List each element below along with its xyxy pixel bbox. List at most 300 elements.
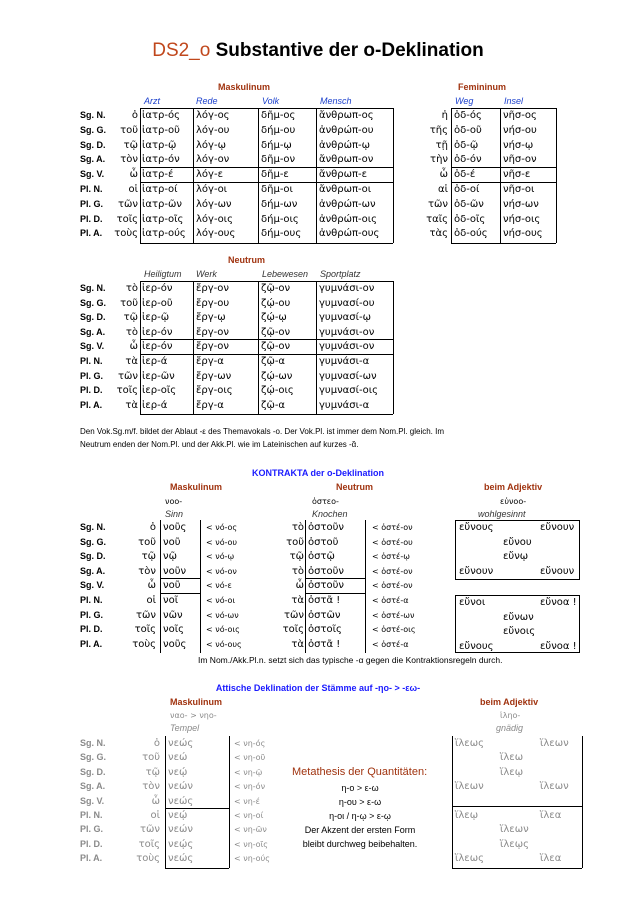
adj-form: ἵλεα	[540, 853, 562, 865]
article: τῶν	[118, 370, 138, 382]
case-label: Sg. G.	[80, 752, 107, 763]
case-label: Sg. A.	[80, 154, 106, 165]
adj-heading: beim Adjektiv	[484, 482, 543, 492]
table-rule	[365, 520, 366, 653]
case-label: Sg. D.	[80, 139, 106, 150]
form-cell: λόγ-ε	[196, 169, 223, 181]
adj-form: εὔνοι	[459, 597, 486, 608]
origin-form: < νό-ους	[206, 639, 242, 649]
case-label: Sg. N.	[80, 110, 106, 120]
table-rule	[140, 167, 393, 168]
table-rule	[452, 868, 582, 869]
stem-word: νοο-	[165, 497, 183, 506]
origin-form: < νό-ῳ	[206, 552, 235, 562]
form-cell: ὀστοῦν	[308, 565, 344, 577]
origin-form: < νη-οί	[234, 811, 264, 820]
article: τῶν	[284, 609, 304, 621]
table-rule	[305, 520, 306, 653]
form-cell: ἔργ-ον	[196, 341, 229, 353]
note-line: Den Vok.Sg.m/f. bildet der Ablaut -ε des Themavokals -ο. Der Vok.Pl. ist immer dem Nom.Pl. gleich. Im	[80, 427, 445, 436]
form-cell: ἰατρ-ούς	[142, 228, 186, 240]
case-label: Sg. V.	[80, 341, 105, 352]
origin-form: < νη-ός	[234, 739, 266, 748]
case-label: Pl. G.	[80, 198, 104, 209]
adj-form: ἵλεων	[540, 738, 569, 749]
meta-line: η-ο > ε-ω	[341, 783, 379, 793]
attische-heading: Attische Deklination der Stämme auf -ηο- > -εω-	[215, 683, 421, 693]
form-cell: γυμνάσι-α	[319, 356, 370, 367]
form-cell: δῆμ-ον	[261, 154, 296, 166]
table-rule	[160, 520, 161, 653]
form-cell: νῆσ-ος	[503, 110, 537, 121]
col-header: Werk	[196, 269, 217, 279]
form-cell: ἔργ-α	[196, 399, 224, 411]
form-cell: γυμνασί-ου	[319, 297, 375, 309]
kontrakta-heading: KONTRAKTA der o-Deklination	[252, 468, 384, 478]
origin-form: < νό-ε	[206, 581, 232, 591]
table-rule	[165, 736, 166, 868]
col-header: Insel	[504, 96, 524, 106]
form-cell: γυμνάσι-ον	[319, 341, 375, 353]
origin-form: < νό-ον	[206, 566, 237, 576]
form-cell: νήσ-ῳ	[503, 139, 534, 151]
form-cell: ὀστῷ	[308, 551, 335, 563]
table-rule	[452, 806, 582, 807]
case-label: Sg. A.	[80, 326, 106, 337]
table-rule	[160, 593, 200, 594]
form-cell: νήσ-ων	[503, 198, 539, 210]
form-cell: ἰατρ-έ	[142, 169, 174, 181]
form-cell: νήσ-ους	[503, 228, 543, 240]
table-rule	[165, 868, 229, 869]
table-rule	[140, 182, 393, 183]
form-cell: νοῦς	[163, 522, 187, 533]
form-cell: γυμνασί-ῳ	[319, 312, 371, 324]
table-rule	[140, 243, 393, 244]
table-rule	[140, 281, 393, 282]
article: τῷ	[289, 551, 304, 563]
origin-form: < νό-ος	[206, 523, 238, 532]
form-cell: γυμνασί-ων	[319, 370, 377, 382]
form-cell: νῆσ-οι	[503, 184, 535, 195]
table-rule	[165, 808, 229, 809]
form-cell: λόγ-ου	[196, 124, 230, 136]
article: τῶν	[136, 609, 156, 621]
form-cell: δήμ-ου	[261, 124, 296, 136]
article: ὦ	[147, 580, 156, 592]
page-title	[0, 40, 636, 62]
form-cell: ἱερ-οῦ	[142, 297, 173, 309]
adj-form: εὔνοα !	[540, 597, 577, 608]
form-cell: ἰατρ-οῖς	[142, 213, 184, 225]
form-cell: ζῷ-α	[261, 399, 286, 411]
table-rule	[556, 108, 557, 243]
col-header: Weg	[455, 96, 474, 106]
adj-form: ἵλεων	[540, 781, 569, 793]
form-cell: δήμ-οις	[261, 213, 299, 225]
table-rule	[258, 108, 259, 243]
adj-form: ἵλεων	[455, 781, 484, 793]
case-label: Sg. G.	[80, 124, 107, 135]
table-rule	[140, 354, 393, 355]
form-cell: νοῖ	[163, 595, 179, 606]
article: τὰς	[429, 228, 448, 240]
case-label: Sg. N.	[80, 522, 106, 532]
form-cell: ἔργ-ῳ	[196, 312, 226, 324]
article: τοῖς	[116, 385, 138, 397]
origin-form: < ὀστέ-ου	[372, 537, 413, 547]
origin-form: < νό-οις	[206, 625, 240, 635]
origin-form: < νη-ούς	[234, 854, 270, 864]
origin-form: < νό-οι	[206, 596, 236, 605]
adj-form: ἵλεα	[540, 810, 562, 821]
case-label: Pl. N.	[80, 810, 103, 820]
article: τῇ	[435, 139, 448, 151]
adj-heading: beim Adjektiv	[480, 697, 539, 707]
adj-form: ἵλεων	[500, 824, 529, 836]
form-cell: νεώ	[168, 752, 188, 764]
form-cell: λόγ-ων	[196, 198, 232, 210]
form-cell: νεῴ	[168, 766, 188, 778]
adj-form: εὔνῳ	[503, 551, 529, 563]
adj-form: ἵλεω	[500, 752, 524, 764]
table-rule	[200, 520, 201, 653]
article: ἡ	[441, 110, 448, 121]
mask-heading: Maskulinum	[170, 482, 223, 492]
article: τῶν	[428, 198, 448, 210]
col-header: Rede	[196, 96, 218, 106]
case-label: Pl. D.	[80, 385, 103, 396]
form-cell: γυμνάσι-ον	[319, 283, 375, 294]
case-label: Sg. D.	[80, 766, 106, 777]
form-cell: ἰατρ-ός	[142, 110, 180, 121]
adj-form: ἵλεῳ	[500, 766, 524, 778]
article: ὦ	[151, 795, 160, 807]
case-label: Sg. N.	[80, 283, 106, 293]
article: τοῖς	[134, 624, 156, 636]
form-cell: ὁδ-ῶν	[454, 198, 484, 210]
table-rule	[160, 578, 200, 579]
origin-form: < νη-ῷ	[234, 767, 263, 777]
adj-form: ἵλεως	[455, 738, 484, 749]
article: τὸν	[142, 781, 160, 793]
origin-form: < ὀστέ-ον	[372, 523, 413, 532]
article: τῶν	[118, 198, 138, 210]
article: τὰ	[125, 399, 138, 411]
form-cell: νοῦ	[163, 536, 181, 548]
form-cell: δῆμ-ος	[261, 110, 296, 121]
form-cell: ἰατρ-οῦ	[142, 124, 180, 136]
form-cell: ἱερ-όν	[142, 283, 173, 294]
form-cell: ἀνθρώπ-οις	[319, 213, 378, 225]
col-header: Mensch	[320, 96, 352, 106]
form-cell: ἱερ-ῶν	[142, 370, 175, 382]
form-cell: λόγ-ον	[196, 154, 230, 166]
form-cell: ζῷ-ον	[261, 341, 291, 353]
meta-line: η-ου > ε-ω	[338, 797, 382, 807]
article: ὁ	[149, 522, 156, 533]
adj-form: ἵλεως	[455, 853, 484, 865]
article: τῆς	[429, 124, 448, 136]
article: τοῦ	[142, 752, 160, 764]
form-cell: ἀνθρώπ-ων	[319, 198, 376, 210]
case-label: Pl. A.	[80, 638, 103, 649]
form-cell: νῆσ-ε	[503, 169, 531, 181]
form-cell: ὀστᾶ !	[308, 638, 341, 650]
form-cell: ὁδ-όν	[454, 154, 482, 166]
table-rule	[258, 281, 259, 414]
case-label: Sg. V.	[80, 580, 105, 591]
origin-form: < ὀστέ-οις	[372, 625, 416, 635]
form-cell: ὀστοῦν	[308, 522, 344, 533]
form-cell: ἄνθρωπ-ος	[319, 110, 374, 121]
col-header: Heiligtum	[144, 269, 182, 279]
form-cell: νοῦ	[163, 580, 181, 592]
origin-form: < νη-έ	[234, 796, 260, 806]
adj-form: εὔνουν	[459, 565, 494, 577]
article: ὦ	[295, 580, 304, 592]
form-cell: ἰατρ-ῶν	[142, 198, 182, 210]
neutrum-heading: Neutrum	[336, 482, 374, 492]
kontrakta-note: Im Nom./Akk.Pl.n. setzt sich das typische -α gegen die Kontraktionsregeln durch.	[198, 655, 503, 665]
origin-form: < νη-οῦ	[234, 753, 266, 763]
table-rule	[452, 736, 453, 868]
origin-form: < νη-όν	[234, 782, 266, 792]
case-label: Sg. G.	[80, 536, 107, 547]
case-label: Pl. A.	[80, 853, 103, 864]
table-rule	[140, 414, 393, 415]
form-cell: ὁδ-ούς	[454, 228, 488, 240]
case-label: Pl. A.	[80, 399, 103, 410]
case-label: Pl. N.	[80, 184, 103, 194]
article: τοὺς	[114, 228, 138, 240]
stem-word: ναο- > νηο-	[170, 711, 217, 720]
table-rule	[305, 593, 365, 594]
form-cell: λόγ-ους	[196, 228, 236, 240]
adj-form: εὔνουν	[540, 565, 575, 577]
table-rule	[582, 736, 583, 868]
col-header: Arzt	[144, 96, 161, 106]
form-cell: ζῴ-οις	[261, 385, 294, 397]
article: τὸν	[138, 565, 156, 577]
form-cell: δῆμ-οι	[261, 184, 293, 195]
form-cell: λόγ-οι	[196, 184, 228, 195]
doc-code: DS2_o	[152, 40, 211, 61]
case-label: Pl. G.	[80, 370, 104, 381]
form-cell: λόγ-οις	[196, 213, 233, 225]
article: τοῦ	[138, 536, 156, 548]
article: ὦ	[439, 169, 448, 181]
form-cell: ὀστᾶ !	[308, 595, 341, 606]
form-cell: ἀνθρώπ-ου	[319, 124, 374, 136]
form-cell: νοῦν	[163, 565, 187, 577]
table-rule	[393, 281, 394, 414]
origin-form: < ὀστέ-α	[372, 596, 409, 605]
article: ταῖς	[426, 213, 448, 225]
origin-form: < ὀστέ-ων	[372, 610, 415, 620]
case-label: Sg. D.	[80, 551, 106, 562]
article: ὁ	[131, 110, 138, 121]
article: ὦ	[129, 341, 138, 353]
form-cell: δήμ-ους	[261, 228, 302, 240]
origin-form: < νη-ῶν	[234, 825, 267, 835]
form-cell: ζῷ-ον	[261, 283, 291, 294]
article: ὁ	[153, 738, 160, 749]
case-label: Pl. A.	[80, 228, 103, 239]
table-rule	[316, 281, 317, 414]
gloss: Knochen	[312, 509, 348, 519]
form-cell: ἄνθρωπ-ε	[319, 169, 368, 181]
article: ὦ	[129, 169, 138, 181]
stem-word: εὐνοο-	[500, 497, 527, 506]
gloss: Sinn	[165, 509, 184, 519]
stem-word: ὀστεο-	[312, 497, 339, 506]
adj-form: ἵλεῳ	[455, 810, 479, 821]
article: τῷ	[123, 139, 138, 151]
origin-form: < ὀστέ-α	[372, 639, 409, 649]
case-label: Pl. N.	[80, 595, 103, 605]
note-line: Neutrum enden der Nom.Pl. und der Akk.Pl. wie im Lateinischen auf kurzes -ᾰ.	[80, 440, 359, 449]
metathesis-title: Metathesis der Quantitäten:	[292, 766, 428, 778]
form-cell: νῆσ-ον	[503, 154, 537, 166]
case-label: Sg. V.	[80, 169, 105, 180]
col-header: Volk	[262, 96, 280, 106]
form-cell: νῶν	[163, 609, 183, 621]
form-cell: νεών	[168, 781, 193, 793]
form-cell: ὀστοῦν	[308, 580, 344, 592]
form-cell: νήσ-ου	[503, 124, 537, 136]
case-label: Sg. D.	[80, 312, 106, 323]
form-cell: ἱερ-όν	[142, 326, 173, 338]
article: τοῦ	[120, 124, 138, 136]
form-cell: δῆμ-ε	[261, 169, 289, 181]
form-cell: δήμ-ων	[261, 198, 298, 210]
case-label: Sg. G.	[80, 297, 107, 308]
article: αἱ	[438, 184, 448, 195]
article: τῷ	[145, 766, 160, 778]
form-cell: ζῴ-ων	[261, 370, 293, 382]
adj-form: ἵλεῳς	[500, 838, 529, 850]
article: τῷ	[141, 551, 156, 563]
origin-form: < ὀστέ-ον	[372, 581, 413, 591]
mask-heading: Maskulinum	[170, 697, 223, 707]
form-cell: ἄνθρωπ-οι	[319, 184, 372, 195]
article: τὸ	[125, 326, 138, 338]
table-rule	[451, 108, 556, 109]
form-cell: λόγ-ος	[196, 110, 230, 121]
origin-form: < νό-ων	[206, 610, 239, 620]
meta-line: η-οι / η-ῳ > ε-ῳ	[329, 811, 391, 821]
form-cell: γυμνάσι-α	[319, 399, 370, 411]
article: τῶν	[140, 824, 160, 836]
article: τὸν	[120, 154, 138, 166]
form-cell: ὀστοῖς	[308, 624, 342, 636]
meta-line: Der Akzent der ersten Form	[304, 825, 416, 835]
form-cell: γυμνάσι-ον	[319, 326, 375, 338]
article: τοῖς	[116, 213, 138, 225]
form-cell: ἀνθρώπ-ῳ	[319, 139, 371, 151]
gloss: Tempel	[170, 723, 200, 733]
origin-form: < νη-οῖς	[234, 839, 268, 849]
form-cell: ἰατρ-ῷ	[142, 139, 177, 151]
table-rule	[305, 578, 365, 579]
adj-form: εὔνοα !	[540, 640, 577, 652]
case-label: Sg. A.	[80, 781, 106, 792]
case-label: Pl. D.	[80, 838, 103, 849]
article: τοῦ	[120, 297, 138, 309]
adj-form: εὔνοις	[503, 626, 536, 638]
form-cell: ὁδ-έ	[454, 169, 476, 181]
form-cell: νήσ-οις	[503, 213, 541, 225]
form-cell: ἱερ-όν	[142, 341, 173, 353]
form-cell: ἄνθρωπ-ον	[319, 154, 374, 166]
form-cell: ἀνθρώπ-ους	[319, 228, 380, 240]
form-cell: ἰατρ-οί	[142, 184, 178, 195]
form-cell: ἔργ-α	[196, 356, 224, 367]
article: τὸ	[291, 565, 304, 577]
form-cell: ἔργ-ον	[196, 283, 229, 294]
form-cell: ἔργ-ου	[196, 297, 230, 309]
adj-form: εὔνους	[459, 522, 494, 533]
form-cell: νοῖς	[163, 624, 184, 636]
adj-form: εὔνουν	[540, 522, 575, 533]
case-label: Sg. N.	[80, 738, 106, 748]
form-cell: ἱερ-ά	[142, 399, 168, 411]
article: τῷ	[123, 312, 138, 324]
case-label: Sg. V.	[80, 795, 105, 806]
gloss: wohlgesinnt	[478, 509, 526, 519]
article: τὴν	[430, 154, 448, 166]
form-cell: ἰατρ-όν	[142, 154, 180, 166]
adj-form: εὔνους	[459, 640, 494, 652]
article: τοῖς	[138, 838, 160, 850]
form-cell: ὁδ-οῖς	[454, 213, 486, 225]
article: τοῖς	[282, 624, 304, 636]
case-label: Pl. D.	[80, 213, 103, 224]
table-rule	[193, 108, 194, 243]
gloss: gnädig	[496, 723, 524, 733]
form-cell: ὀστῶν	[308, 609, 341, 621]
form-cell: ὁδ-ῷ	[454, 139, 479, 151]
table-rule	[140, 108, 141, 243]
form-cell: ὁδ-ός	[454, 110, 482, 121]
article: οἱ	[150, 810, 160, 821]
origin-form: < νό-ου	[206, 537, 238, 547]
neutrum-heading: Neutrum	[228, 255, 266, 265]
form-cell: νεών	[168, 824, 193, 836]
form-cell: νεώς	[168, 853, 194, 865]
title-text: Substantive der o-Deklination	[215, 40, 484, 61]
case-label: Pl. G.	[80, 609, 104, 620]
form-cell: ὁδ-οῦ	[454, 124, 482, 136]
form-cell: ὀστοῦ	[308, 536, 339, 548]
case-label: Pl. N.	[80, 356, 103, 366]
form-cell: νεῴς	[168, 838, 194, 850]
table-rule	[500, 108, 501, 243]
article: τοὺς	[132, 638, 156, 650]
table-rule	[140, 108, 393, 109]
form-cell: ζῷ-α	[261, 356, 286, 367]
article: τὸ	[291, 522, 304, 533]
form-cell: γυμνασί-οις	[319, 385, 378, 397]
form-cell: ζῴ-ου	[261, 297, 291, 309]
table-rule	[140, 281, 141, 414]
fem-heading: Femininum	[458, 82, 507, 92]
form-cell: λόγ-ῳ	[196, 139, 226, 151]
article: τὰ	[125, 356, 138, 367]
stem-word: ἱληο-	[500, 711, 521, 720]
form-cell: ἔργ-ον	[196, 326, 229, 338]
